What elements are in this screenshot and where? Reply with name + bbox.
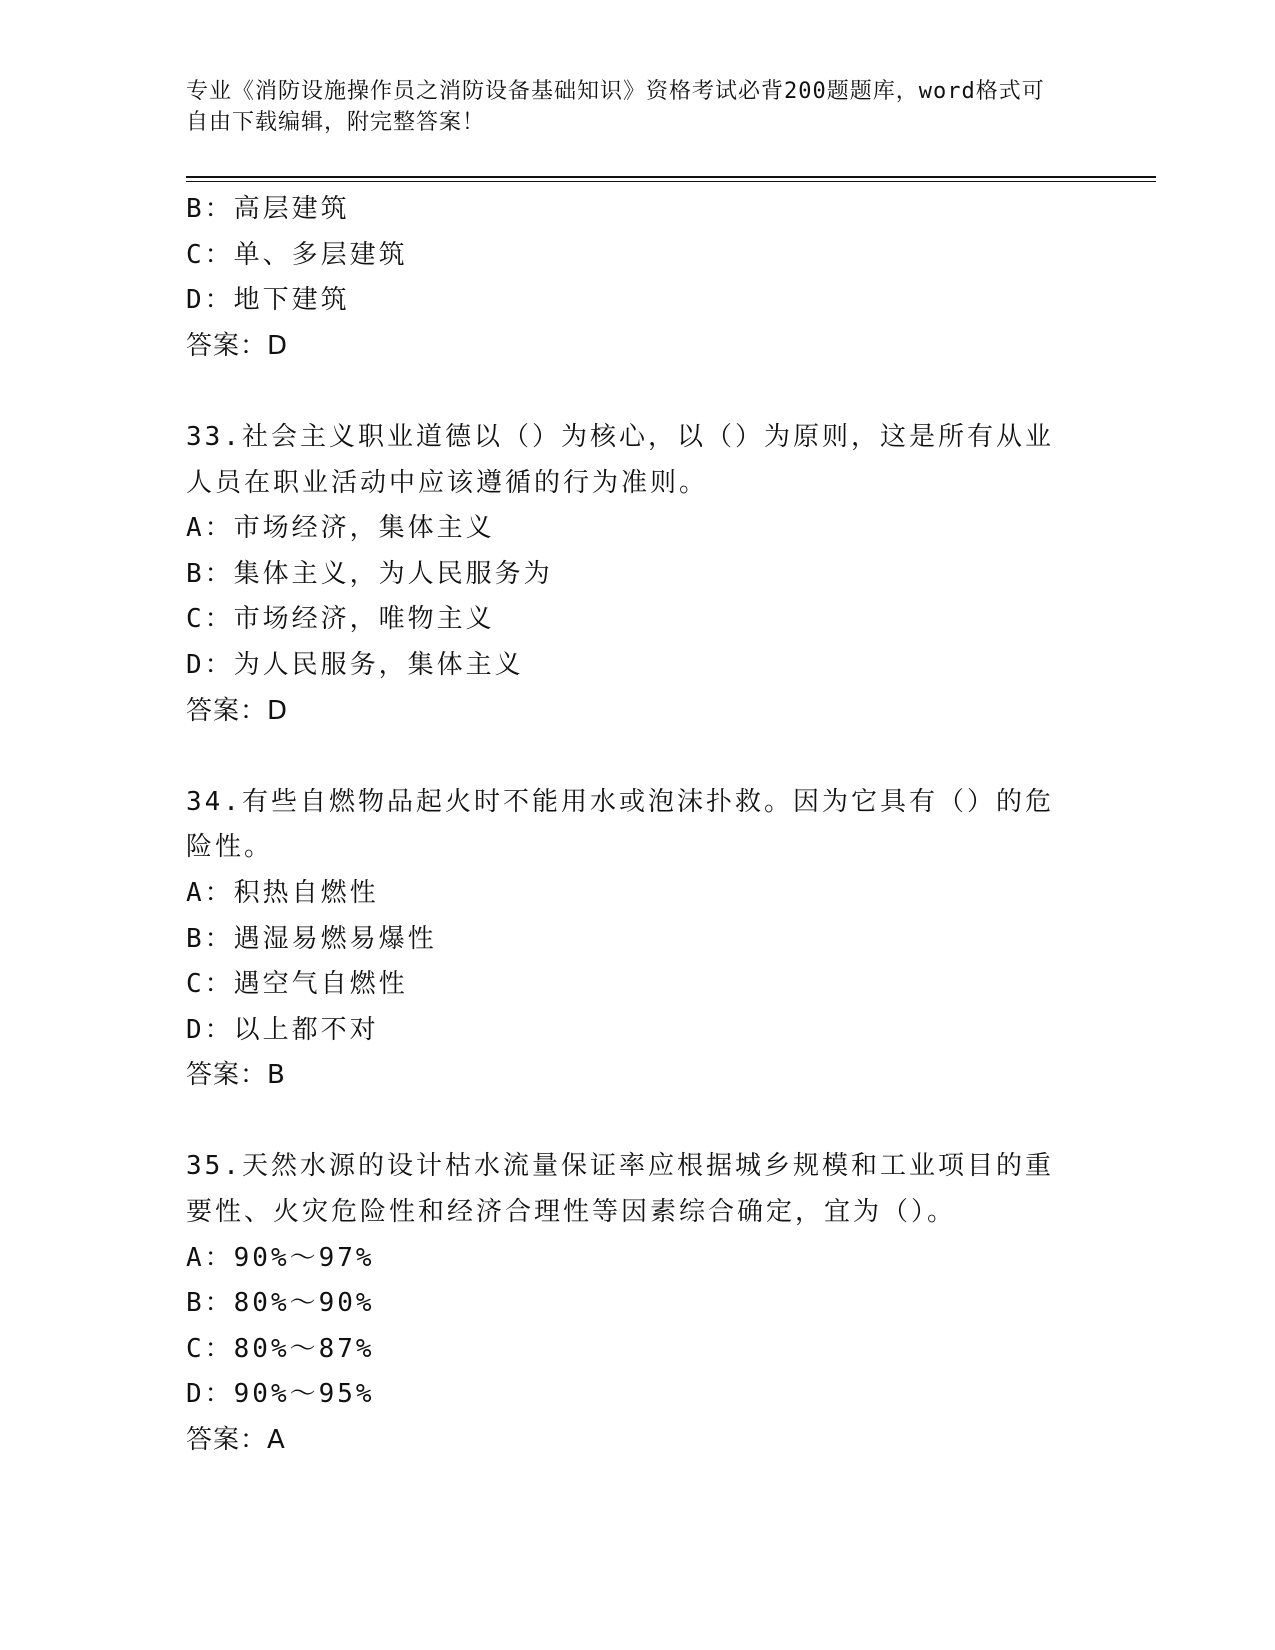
option-b: B：遇湿易燃易爆性	[186, 923, 437, 954]
option-a: A：市场经济，集体主义	[186, 513, 495, 544]
header-divider	[186, 176, 1156, 178]
spacer	[186, 369, 1086, 415]
option-b: B：高层建筑	[186, 194, 350, 224]
option-d: D：为人民服务，集体主义	[186, 649, 524, 680]
question-content	[186, 187, 1086, 1464]
spacer	[186, 1099, 1086, 1145]
answer-line: 答案：A	[186, 1425, 286, 1456]
question-33	[186, 415, 1086, 734]
question-35	[186, 1144, 1086, 1463]
option-c: C：单、多层建筑	[186, 239, 408, 270]
question-stem: 34.有些自燃物品起火时不能用水或泡沫扑救。因为它具有（）的危险性。	[186, 786, 1054, 863]
option-c: C：市场经济，唯物主义	[186, 604, 495, 635]
option-c: C：80%～87%	[186, 1333, 375, 1364]
option-a: A：积热自燃性	[186, 877, 379, 908]
option-c: C：遇空气自燃性	[186, 969, 408, 1000]
option-b: B：80%～90%	[186, 1288, 375, 1319]
option-b: B：集体主义，为人民服务为	[186, 558, 553, 589]
option-d: D：以上都不对	[186, 1014, 379, 1045]
answer-line: 答案：B	[186, 1060, 286, 1091]
question-34	[186, 780, 1086, 1099]
spacer	[186, 734, 1086, 780]
document-header: 专业《消防设施操作员之消防设备基础知识》资格考试必背200题题库，word格式可自由下载编辑，附完整答案！	[186, 79, 1045, 135]
option-d: D：90%～95%	[186, 1379, 375, 1410]
header-divider-thin	[186, 181, 1156, 182]
previous-question-tail	[186, 187, 1086, 369]
option-d: D：地下建筑	[186, 285, 350, 316]
answer-line: 答案：D	[186, 330, 289, 361]
option-a: A：90%～97%	[186, 1242, 375, 1273]
question-stem: 33.社会主义职业道德以（）为核心，以（）为原则，这是所有从业人员在职业活动中应该遵循的行为准则。	[186, 421, 1054, 498]
answer-line: 答案：D	[186, 695, 289, 726]
question-stem: 35.天然水源的设计枯水流量保证率应根据城乡规模和工业项目的重要性、火灾危险性和经济合理性等因素综合确定，宜为（）。	[186, 1151, 1054, 1228]
